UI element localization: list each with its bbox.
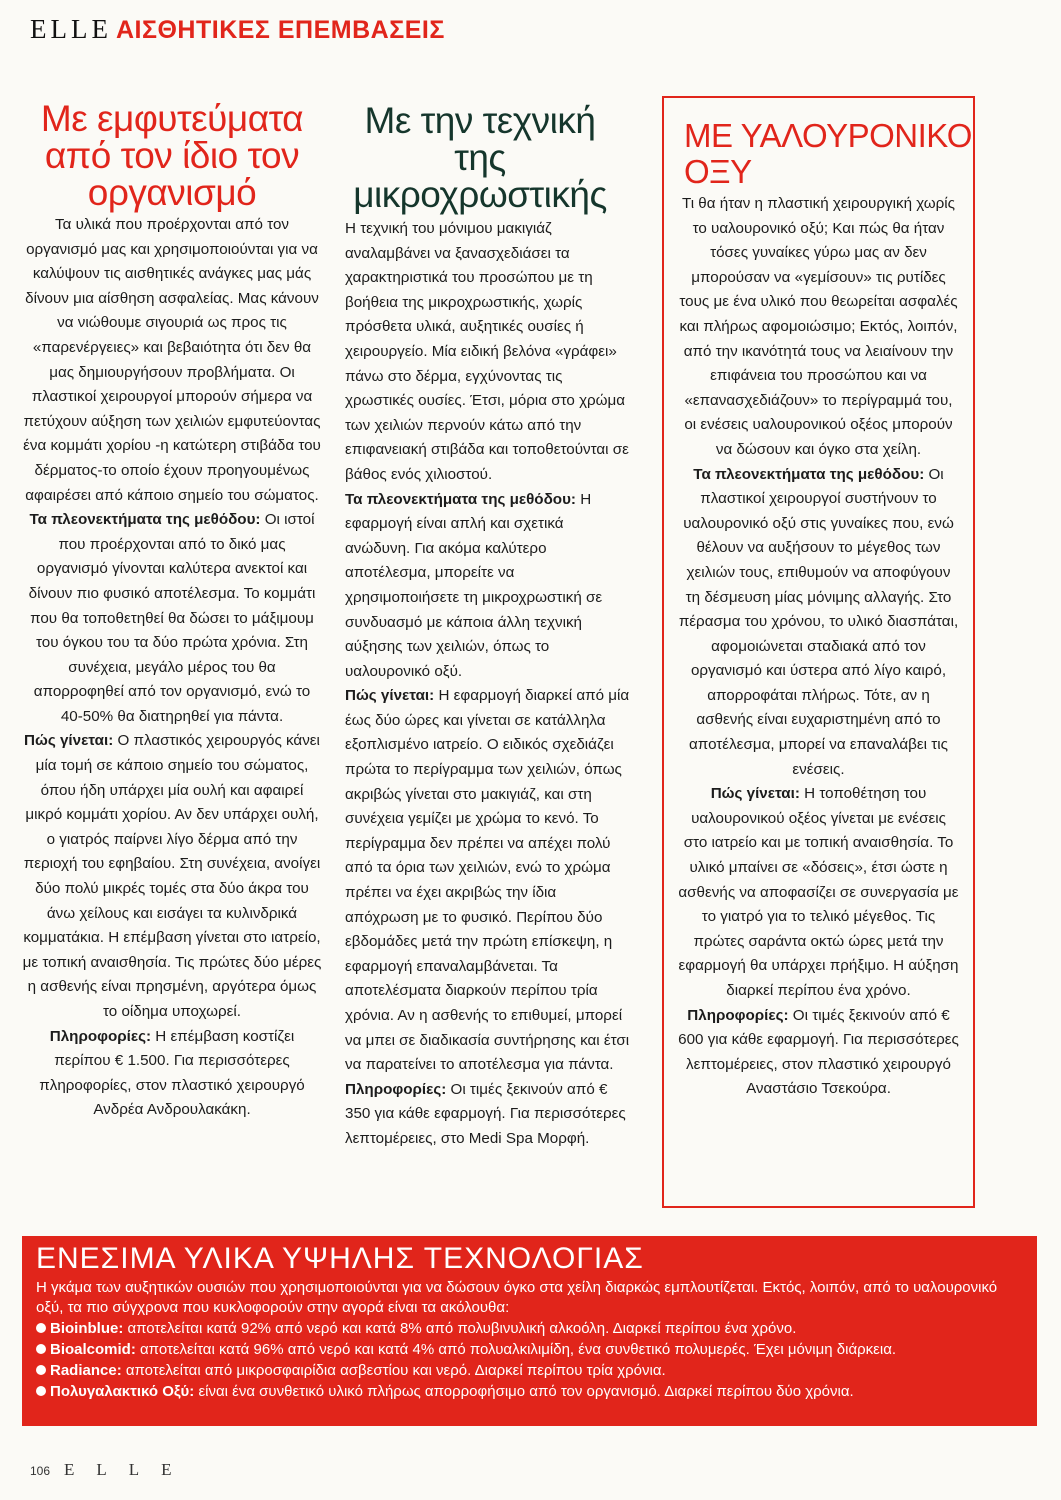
advantages-text: Οι πλαστικοί χειρουργοί συστήνουν το υαλουρονικό οξύ στις γυναίκες που, ενώ θέλουν να αυξήσουν το μέγεθος των χειλιών τους, επιθυμούν να αποφύγουν τη δέσμευση μίας μόνιμης αλλαγής. Στο πέρασμα του χρόνου, το υλικό διασπάται, αφομοιώνεται σταδιακά από τον οργανισμό και ύστερα από λίγο καιρό, απορροφάται πλήρως. Τότε, αν η ασθενής είναι ευχαριστημένη από το αποτέλεσμα, μπορεί να επαναλάβει τις ενέσεις. (678, 465, 959, 778)
sidebar-list (36, 1318, 1023, 1402)
item-text: αποτελείται κατά 92% από νερό και κατά 8% από πολυβινυλική αλκοόλη. Διαρκεί περίπου ένα χρόνο. (123, 1320, 797, 1337)
sidebar-title: ΕΝΕΣΙΜΑ ΥΛΙΚΑ ΥΨΗΛΗΣ ΤΕΧΝΟΛΟΓΙΑΣ (36, 1242, 644, 1275)
how-text: Η τοποθέτηση του υαλουρονικού οξέος γίνεται με ενέσεις στο ιατρείο και με τοπική αναισθησία. Το υλικό μπαίνει σε «δόσεις», έτσι ώστε η ασθενής να αποφασίζει σε συνεργασία με το γιατρό για το τελικό μέγεθος. Τις πρώτες σαράντα οκτώ ώρες μετά την εφαρμογή θα υπάρχει πρήξιμο. Η αύξηση διαρκεί περίπου ένα χρόνο. (678, 785, 959, 999)
list-item (36, 1360, 1023, 1381)
how-label: Πώς γίνεται: (345, 687, 435, 705)
bullet-icon (36, 1344, 46, 1354)
column-body (22, 213, 322, 1123)
intro-text: Τα υλικά που προέρχονται από τον οργανισμό μας και χρησιμοποιούνται για να καλύψουν τις αισθητικές ανάγκες μας μάς δίνουν μια αίσθηση ασφαλείας. Μας κάνουν να νιώθουμε σιγουριά ως προς τις «παρενέργειες» και βεβαιότητα ότι δεν θα μας δημιουργήσουν προβλήματα. Οι πλαστικοί χειρουργοί μπορούν σήμερα να πετύχουν αύξηση των χειλιών εμφυτεύοντας ένα κομμάτι χορίου -η κατώτερη στιβάδα του δέρματος-το οποίο έχουν προηγουμένως αφαιρέσει από κάποιο σημείο του σώματος. (23, 216, 321, 504)
how-text: Ο πλαστικός χειρουργός κάνει μία τομή σε κάποιο σημείο του σώματος, όπου ήδη υπάρχει μία ουλή και αφαιρεί μικρό κομμάτι χορίου. Αν δεν υπάρχει ουλή, ο γιατρός παίρνει λίγο δέρμα από την περιοχή του εφηβαίου. Στη συνέχεια, ανοίγει δύο πολύ μικρές τομές στα δύο άκρα του άνω χείλους και εισάγει τα κυλινδρικά κομματάκια. Η επέμβαση γίνεται στο ιατρείο, με τοπική αναισθησία. Τις πρώτες δύο μέρες η ασθενής είναι πρησμένη, αργότερα όμως το οίδημα υποχωρεί. (22, 732, 322, 1020)
how-label: Πώς γίνεται: (24, 732, 114, 750)
advantages-label: Τα πλεονεκτήματα της μεθόδου: (345, 490, 576, 508)
bullet-icon (36, 1323, 46, 1333)
column-body (345, 217, 630, 1152)
advantages-label: Τα πλεονεκτήματα της μεθόδου: (29, 511, 261, 529)
article-column-micropigmentation (345, 96, 645, 1152)
page-number: 106 (30, 1464, 51, 1478)
list-item (36, 1339, 1023, 1360)
column-body (664, 192, 973, 1102)
info-label: Πληροφορίες: (687, 1006, 789, 1024)
footer-logo: ELLE (64, 1460, 194, 1479)
sidebar-intro: Η γκάμα των αυξητικών ουσιών που χρησιμοποιούνται για να δώσουν όγκο στα χείλη διαρκώς εμπλουτίζεται. Εκτός, λοιπόν, από το υαλουρονικό οξύ, τα πιο σύγχρονα που κυκλοφορούν στην αγορά είναι τα ακόλουθα: (36, 1279, 998, 1316)
info-text: Η επέμβαση κοστίζει περίπου € 1.500. Για περισσότερες πληροφορίες, στον πλαστικό χειρουργό Ανδρέα Ανδρουλακάκη. (39, 1027, 305, 1119)
list-item (36, 1318, 1023, 1339)
info-text: Οι τιμές ξεκινούν από € 350 για κάθε εφαρμογή. Για περισσότερες λεπτομέρειες, στο Medi Spa Μορφή. (345, 1080, 626, 1147)
page-footer (30, 1460, 194, 1480)
item-text: αποτελείται από μικροσφαιρίδια ασβεστίου και νερό. Διαρκεί περίπου τρία χρόνια. (121, 1362, 666, 1379)
list-item (36, 1381, 1023, 1402)
intro-text: Τι θα ήταν η πλαστική χειρουργική χωρίς το υαλουρονικό οξύ; Και πώς θα ήταν τόσες γυναίκες γύρω μας αν δεν μπορούσαν να «γεμίσουν» τις ρυτίδες τους με ένα υλικό που θεωρείται ασφαλές και πλήρως αφομοιώσιμο; Εκτός, λοιπόν, από την ικανότητά τους να λειαίνουν την επιφάνεια του προσώπου και να «επανασχεδιάζουν» το περίγραμμά του, οι ενέσεις υαλουρονικού οξέος μπορούν να δώσουν και όγκο στα χείλη. (679, 195, 958, 458)
item-name: Radiance: (50, 1362, 122, 1379)
article-column-implants (22, 96, 322, 1123)
intro-text: Η τεχνική του μόνιμου μακιγιάζ αναλαμβάνει να ξανασχεδιάσει τα χαρακτηριστικά του προσώπου με τη βοήθεια της μικροχρωστικής, χωρίς πρόσθετα υλικά, αυξητικές ουσίες ή χειρουργείο. Μία ειδική βελόνα «γράφει» πάνω στο δέρμα, εγχύνοντας τις χρωστικές ουσίες. Έτσι, μόρια στο χρώμα των χειλιών περνούν κάτω από την επιφανειακή στιβάδα και τοποθετούνται σε βάθος ενός χιλιοστού. (345, 220, 629, 483)
column-title: Με την τεχνική της μικροχρωστικής (353, 100, 607, 215)
item-text: αποτελείται κατά 96% από νερό και κατά 4% από πολυαλκιλιμίδη, ένα συνθετικό πολυμερές. Έχει μόνιμη διάρκεια. (135, 1341, 897, 1358)
article-box-hyaluronic (662, 96, 975, 1208)
section-title: ΑΙΣΘΗΤΙΚΕΣ ΕΠΕΜΒΑΣΕΙΣ (115, 16, 445, 44)
column-title: ΜΕ ΥΑΛΟΥΡΟΝΙΚΟ ΟΞΥ (684, 117, 972, 190)
item-name: Bioinblue: (50, 1320, 124, 1337)
how-label: Πώς γίνεται: (710, 785, 800, 803)
advantages-text: Οι ιστοί που προέρχονται από το δικό μας οργανισμό γίνονται καλύτερα ανεκτοί και δίνουν πιο φυσικό αποτέλεσμα. Το κομμάτι που θα τοποθετηθεί θα δώσει το μάξιμουμ του όγκου του τα δύο πρώτα χρόνια. Στη συνέχεια, μεγάλο μέρος του θα απορροφηθεί από τον οργανισμό, ενώ το 40-50% θα διατηρηθεί για πάντα. (28, 511, 316, 725)
bullet-icon (36, 1386, 46, 1396)
column-title: Με εμφυτεύματα από τον ίδιο τον οργανισμό (40, 98, 304, 213)
sidebar-box-injectables (22, 1236, 1037, 1426)
info-label: Πληροφορίες: (345, 1080, 447, 1098)
advantages-text: Η εφαρμογή είναι απλή και σχετικά ανώδυνη. Για ακόμα καλύτερο αποτέλεσμα, μπορείτε να χρησιμοποιήσετε τη μικροχρωστική σε συνδυασμό με κάποια άλλη τεχνική αύξησης των χειλιών, όπως το υαλουρονικό οξύ. (345, 490, 603, 680)
info-label: Πληροφορίες: (49, 1027, 152, 1045)
item-name: Bioalcomid: (50, 1341, 136, 1358)
advantages-label: Τα πλεονεκτήματα της μεθόδου: (693, 465, 925, 483)
elle-logo: ELLE (30, 14, 112, 44)
item-text: είναι ένα συνθετικό υλικό πλήρως απορροφήσιμο από τον οργανισμό. Διαρκεί περίπου δύο χρόνια. (194, 1383, 854, 1400)
info-text: Οι τιμές ξεκινούν από € 600 για κάθε εφαρμογή. Για περισσότερες λεπτομέρειες, στον πλαστικό χειρουργό Αναστάσιο Τσεκούρα. (678, 1006, 959, 1098)
bullet-icon (36, 1365, 46, 1375)
page-header (30, 14, 445, 48)
how-text: Η εφαρμογή διαρκεί από μία έως δύο ώρες και γίνεται σε κατάλληλα εξοπλισμένο ιατρείο. Ο ειδικός σχεδιάζει πρώτα το περίγραμμα των χειλιών, όπως ακριβώς γίνεται στο μακιγιάζ, και στη συνέχεια γεμίζει με χρώμα το κενό. Το περίγραμμα δεν πρέπει να απέχει πολύ από τα όρια των χειλιών, ενώ το χρώμα πρέπει να έχει ακριβώς την ίδια απόχρωση με το φυσικό. Περίπου δύο εβδομάδες μετά την πρώτη επίσκεψη, η εφαρμογή επαναλαμβάνεται. Τα αποτελέσματα διαρκούν περίπου τρία χρόνια. Αν η ασθενής το επιθυμεί, μπορεί να μπει σε διαδικασία συντήρησης και έτσι να παρατείνει το αποτέλεσμα για πάντα. (345, 687, 630, 1074)
item-name: Πολυγαλακτικό Οξύ: (50, 1383, 195, 1400)
